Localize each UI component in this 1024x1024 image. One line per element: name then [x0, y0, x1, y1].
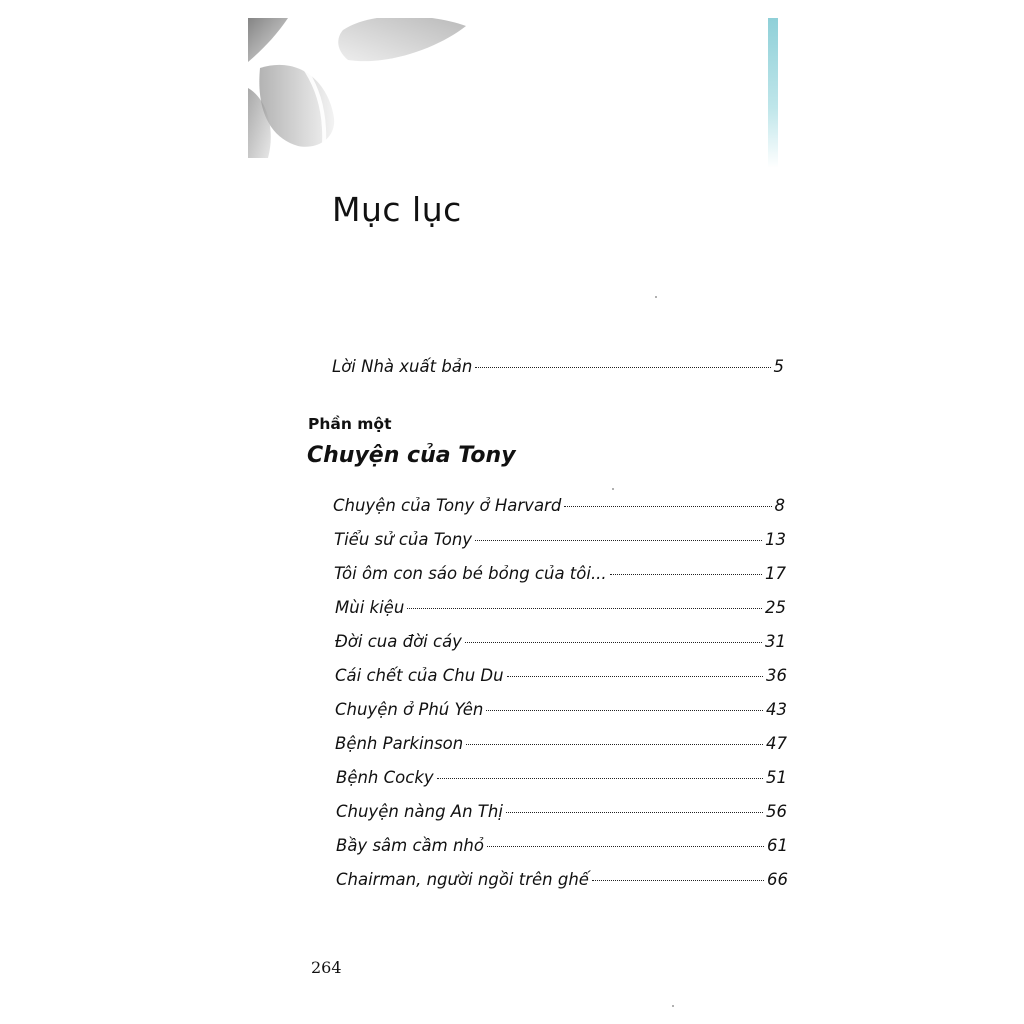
toc-entry-title: Tiểu sử của Tony: [334, 530, 473, 549]
toc-entry[interactable]: [335, 699, 787, 721]
toc-entry-title: Chuyện của Tony ở Harvard: [333, 496, 562, 515]
dot-leader: [487, 846, 764, 847]
toc-entry-title: Bầy sâm cầm nhỏ: [336, 836, 484, 855]
toc-entry-preface[interactable]: [332, 356, 784, 378]
dot-leader: [475, 367, 770, 368]
toc-heading: Mục lục: [332, 190, 462, 229]
toc-entry-title: Đời cua đời cáy: [335, 632, 462, 651]
toc-entry[interactable]: [336, 801, 787, 823]
dot-leader: [437, 778, 763, 779]
toc-entry[interactable]: [335, 631, 786, 653]
part-title: Chuyện của Tony: [307, 443, 516, 468]
page-edge-strip: [768, 18, 778, 168]
toc-entry[interactable]: [336, 869, 788, 891]
toc-entry-title: Mùi kiệu: [335, 598, 405, 617]
toc-entry-title: Lời Nhà xuất bản: [332, 357, 473, 376]
toc-entry[interactable]: [334, 563, 786, 585]
toc-entry-title: Chuyện nàng An Thị: [336, 802, 503, 821]
toc-entry[interactable]: [333, 495, 785, 517]
toc-entry-title: Bệnh Cocky: [336, 768, 434, 787]
toc-entry-page: 56: [766, 802, 787, 821]
toc-entry-page: 5: [773, 357, 784, 376]
dot-leader: [564, 506, 771, 507]
toc-entry-page: 25: [765, 598, 786, 617]
dot-leader: [407, 608, 762, 609]
toc-entry-page: 47: [766, 734, 787, 753]
paper-speck: [655, 296, 657, 298]
paper-speck: [612, 488, 614, 490]
toc-entry[interactable]: [334, 529, 786, 551]
toc-entry-page: 51: [766, 768, 787, 787]
toc-entry[interactable]: [335, 733, 787, 755]
paper-speck: [672, 1005, 674, 1007]
dot-leader: [507, 676, 763, 677]
dot-leader: [466, 744, 763, 745]
dot-leader: [486, 710, 763, 711]
toc-entry-page: 66: [767, 870, 788, 889]
page-number: 264: [311, 958, 342, 977]
toc-entry-title: Chairman, người ngồi trên ghế: [336, 870, 589, 889]
toc-entry[interactable]: [335, 597, 786, 619]
toc-entry[interactable]: [335, 665, 787, 687]
toc-entry-page: 36: [766, 666, 787, 685]
toc-entry-title: Cái chết của Chu Du: [335, 666, 504, 685]
toc-entry[interactable]: [336, 835, 788, 857]
toc-entry-page: 8: [774, 496, 785, 515]
toc-entry-page: 31: [765, 632, 786, 651]
dot-leader: [465, 642, 762, 643]
toc-entry-title: Tôi ôm con sáo bé bỏng của tôi...: [334, 564, 607, 583]
leaf-decoration-icon: [248, 18, 478, 158]
part-label: Phần một: [308, 415, 392, 433]
toc-entry-page: 43: [766, 700, 787, 719]
dot-leader: [592, 880, 764, 881]
toc-entry-title: Chuyện ở Phú Yên: [335, 700, 484, 719]
toc-entry-page: 13: [765, 530, 786, 549]
toc-entry-title: Bệnh Parkinson: [335, 734, 464, 753]
dot-leader: [610, 574, 762, 575]
toc-entry[interactable]: [336, 767, 787, 789]
dot-leader: [475, 540, 762, 541]
toc-entry-page: 17: [765, 564, 786, 583]
dot-leader: [506, 812, 763, 813]
toc-entry-page: 61: [767, 836, 788, 855]
